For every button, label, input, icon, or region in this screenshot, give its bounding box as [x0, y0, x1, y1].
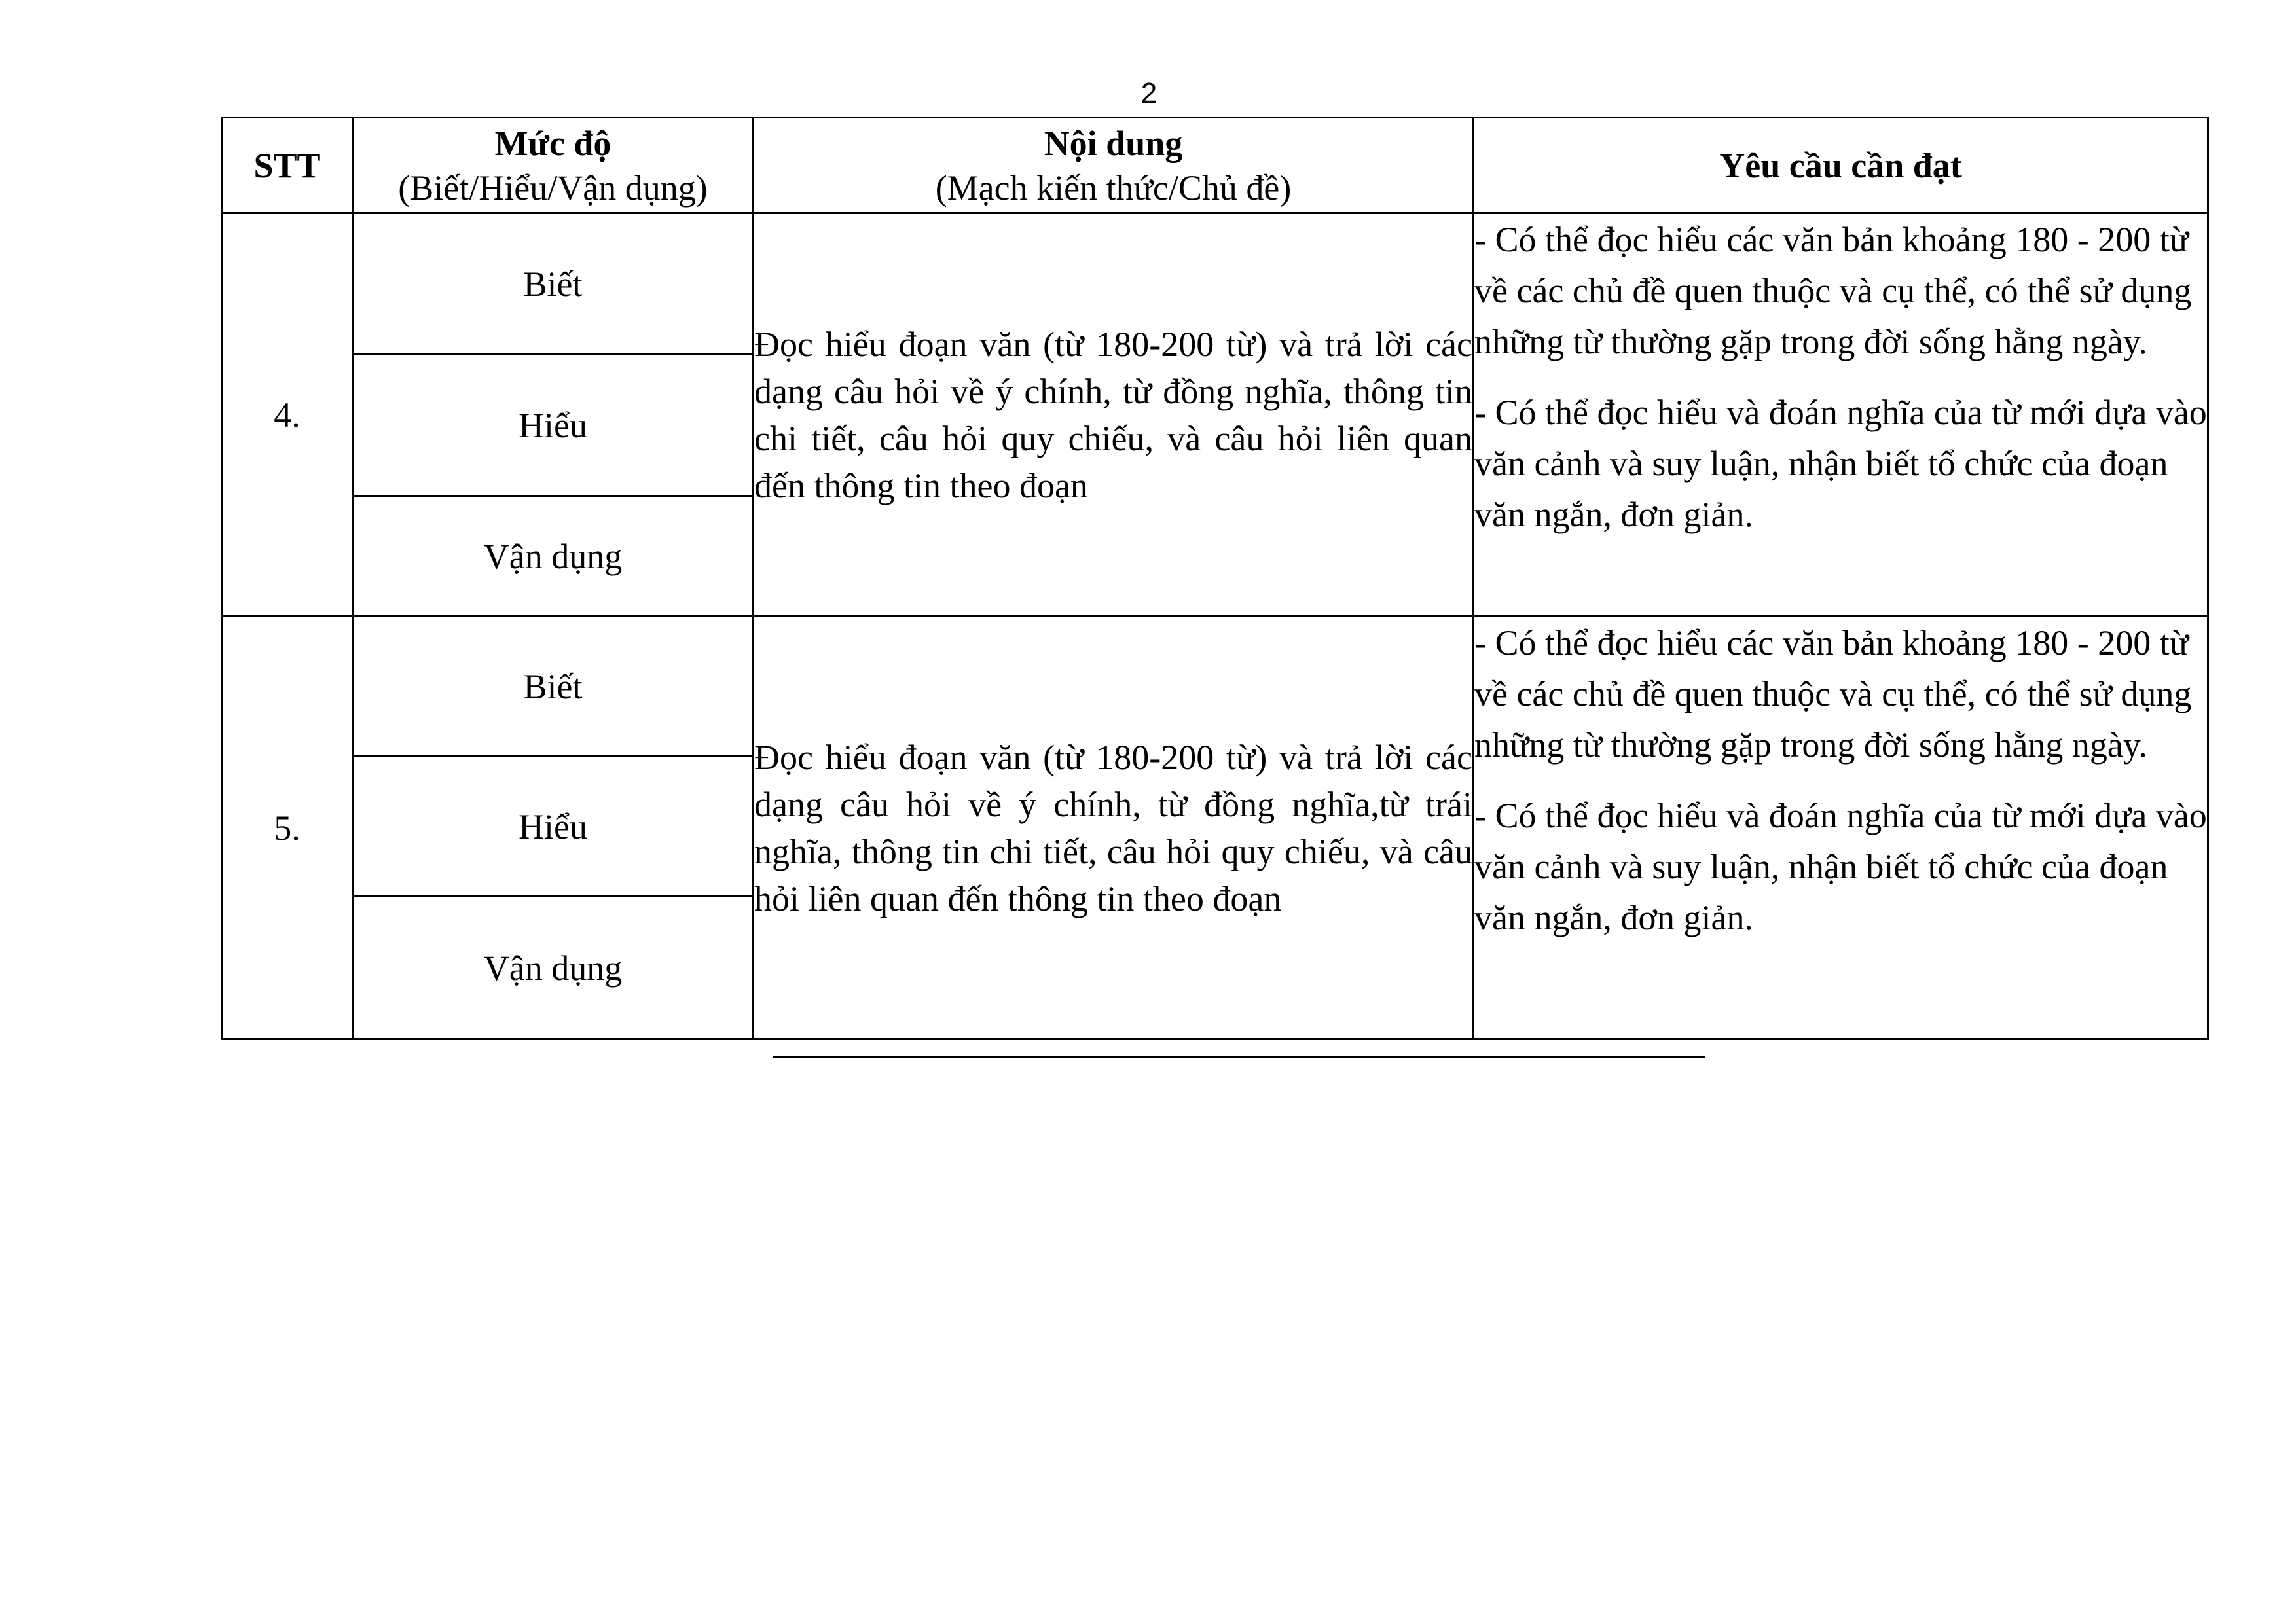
page-number: 2	[1140, 77, 1157, 109]
header-stt: STT	[222, 118, 353, 213]
requirement-item: - Có thể đọc hiểu các văn bản khoảng 180 - 200 từ về các chủ đề quen thuộc và cụ thể, có thể sử dụng những từ thường gặp trong đời sống hằng ngày.	[1474, 220, 2192, 361]
row-stt: 4.	[222, 213, 353, 617]
requirement-cell	[1474, 213, 2208, 617]
level-cell: Hiểu	[353, 355, 754, 496]
row-stt: 5.	[222, 617, 353, 1039]
table-row	[222, 213, 2208, 355]
content-cell: Đọc hiểu đoạn văn (từ 180-200 từ) và trả lời các dạng câu hỏi về ý chính, từ đồng nghĩa,từ trái nghĩa, thông tin chi tiết, câu hỏi quy chiếu, và câu hỏi liên quan đến thông tin theo đoạn	[754, 617, 1474, 1039]
requirements-table	[221, 117, 2209, 1040]
requirement-cell	[1474, 617, 2208, 1039]
level-cell: Hiểu	[353, 757, 754, 897]
header-content-subtitle: (Mạch kiến thức/Chủ đề)	[935, 168, 1292, 208]
header-level	[353, 118, 754, 213]
level-cell: Vận dụng	[353, 897, 754, 1039]
requirement-item: - Có thể đọc hiểu các văn bản khoảng 180 - 200 từ về các chủ đề quen thuộc và cụ thể, có thể sử dụng những từ thường gặp trong đời sống hằng ngày.	[1474, 623, 2192, 765]
level-cell: Vận dụng	[353, 496, 754, 617]
end-divider	[773, 1056, 1705, 1058]
requirement-item: - Có thể đọc hiểu và đoán nghĩa của từ mới dựa vào văn cảnh và suy luận, nhận biết tổ chức của đoạn văn ngắn, đơn giản.	[1474, 796, 2207, 937]
header-level-subtitle: (Biết/Hiểu/Vận dụng)	[398, 168, 708, 208]
requirement-item: - Có thể đọc hiểu và đoán nghĩa của từ mới dựa vào văn cảnh và suy luận, nhận biết tổ chức của đoạn văn ngắn, đơn giản.	[1474, 393, 2207, 534]
header-requirement: Yêu cầu cần đạt	[1474, 118, 2208, 213]
header-content	[754, 118, 1474, 213]
content-cell: Đọc hiểu đoạn văn (từ 180-200 từ) và trả lời các dạng câu hỏi về ý chính, từ đồng nghĩa, thông tin chi tiết, câu hỏi quy chiếu, và câu hỏi liên quan đến thông tin theo đoạn	[754, 213, 1474, 617]
header-level-title: Mức độ	[494, 123, 611, 163]
level-cell: Biết	[353, 617, 754, 757]
table-header-row	[222, 118, 2208, 213]
header-content-title: Nội dung	[1044, 123, 1183, 163]
level-cell: Biết	[353, 213, 754, 355]
table-row	[222, 617, 2208, 757]
